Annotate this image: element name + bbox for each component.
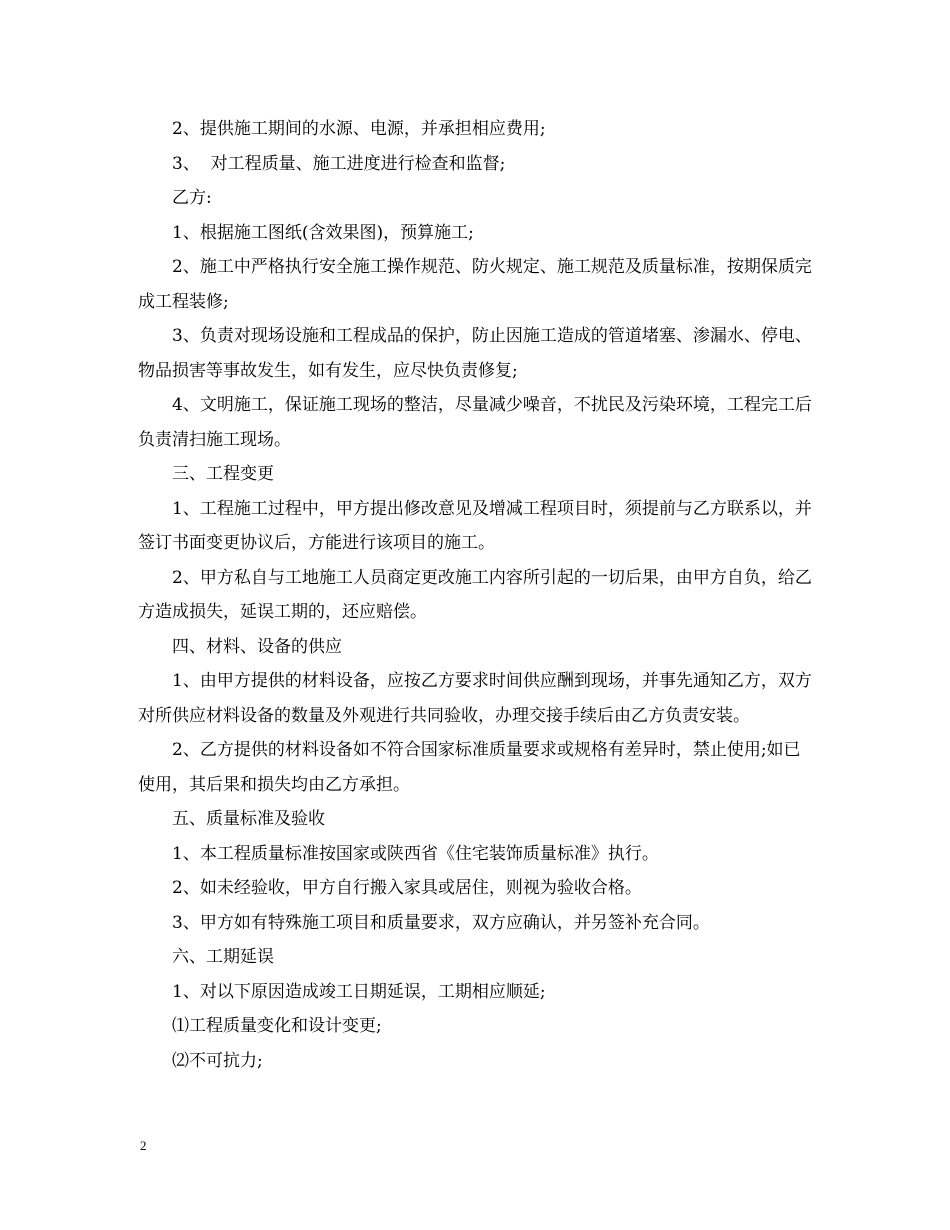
paragraph: 4、文明施工，保证施工现场的整洁，尽量减少噪音，不扰民及污染环境，工程完工后负责清扫施工现场。: [138, 395, 812, 450]
paragraph: 2、提供施工期间的水源、电源，并承担相应费用;: [172, 119, 546, 139]
section-heading: 三、工程变更: [172, 464, 274, 484]
paragraph: 1、由甲方提供的材料设备，应按乙方要求时间供应酬到现场，并事先通知乙方，双方对所供应材料设备的数量及外观进行共同验收，办理交接手续后由乙方负责安装。: [138, 671, 812, 726]
paragraph: 3、甲方如有特殊施工项目和质量要求，双方应确认，并另签补充合同。: [172, 912, 710, 933]
page-number: 2: [140, 1138, 147, 1153]
paragraph: 1、工程施工过程中，甲方提出修改意见及增减工程项目时，须提前与乙方联系以，并签订书面变更协议后，方能进行该项目的施工。: [138, 498, 812, 553]
paragraph: 2、施工中严格执行安全施工操作规范、防火规定、施工规范及质量标准，按期保质完成工程装修;: [138, 257, 812, 312]
paragraph: 2、如未经验收，甲方自行搬入家具或居住，则视为验收合格。: [172, 878, 642, 898]
paragraph: 2、乙方提供的材料设备如不符合国家标准质量要求或规格有差异时，禁止使用;如已使用，其后果和损失均由乙方承担。: [138, 740, 801, 795]
paragraph: ⑴工程质量变化和设计变更;: [172, 1016, 382, 1036]
paragraph: 1、根据施工图纸(含效果图)，预算施工;: [172, 222, 474, 243]
section-heading: 四、材料、设备的供应: [172, 636, 342, 657]
paragraph: ⑵不可抗力;: [172, 1050, 263, 1071]
paragraph: 2、甲方私自与工地施工人员商定更改施工内容所引起的一切后果，由甲方自负，给乙方造成损失，延误工期的，还应赔偿。: [138, 567, 812, 622]
paragraph: 1、对以下原因造成竣工日期延误，工期相应顺延;: [172, 981, 546, 1002]
document-body: [138, 112, 814, 1078]
paragraph: 3、负责对现场设施和工程成品的保护，防止因施工造成的管道堵塞、渗漏水、停电、物品损害等事故发生，如有发生，应尽快负责修复;: [138, 326, 812, 381]
section-heading: 六、工期延误: [172, 947, 274, 967]
paragraph: 3、 对工程质量、施工进度进行检查和监督;: [172, 153, 506, 174]
paragraph: 乙方:: [172, 188, 212, 208]
paragraph: 1、本工程质量标准按国家或陕西省《住宅装饰质量标准》执行。: [172, 843, 659, 864]
section-heading: 五、质量标准及验收: [172, 809, 325, 829]
